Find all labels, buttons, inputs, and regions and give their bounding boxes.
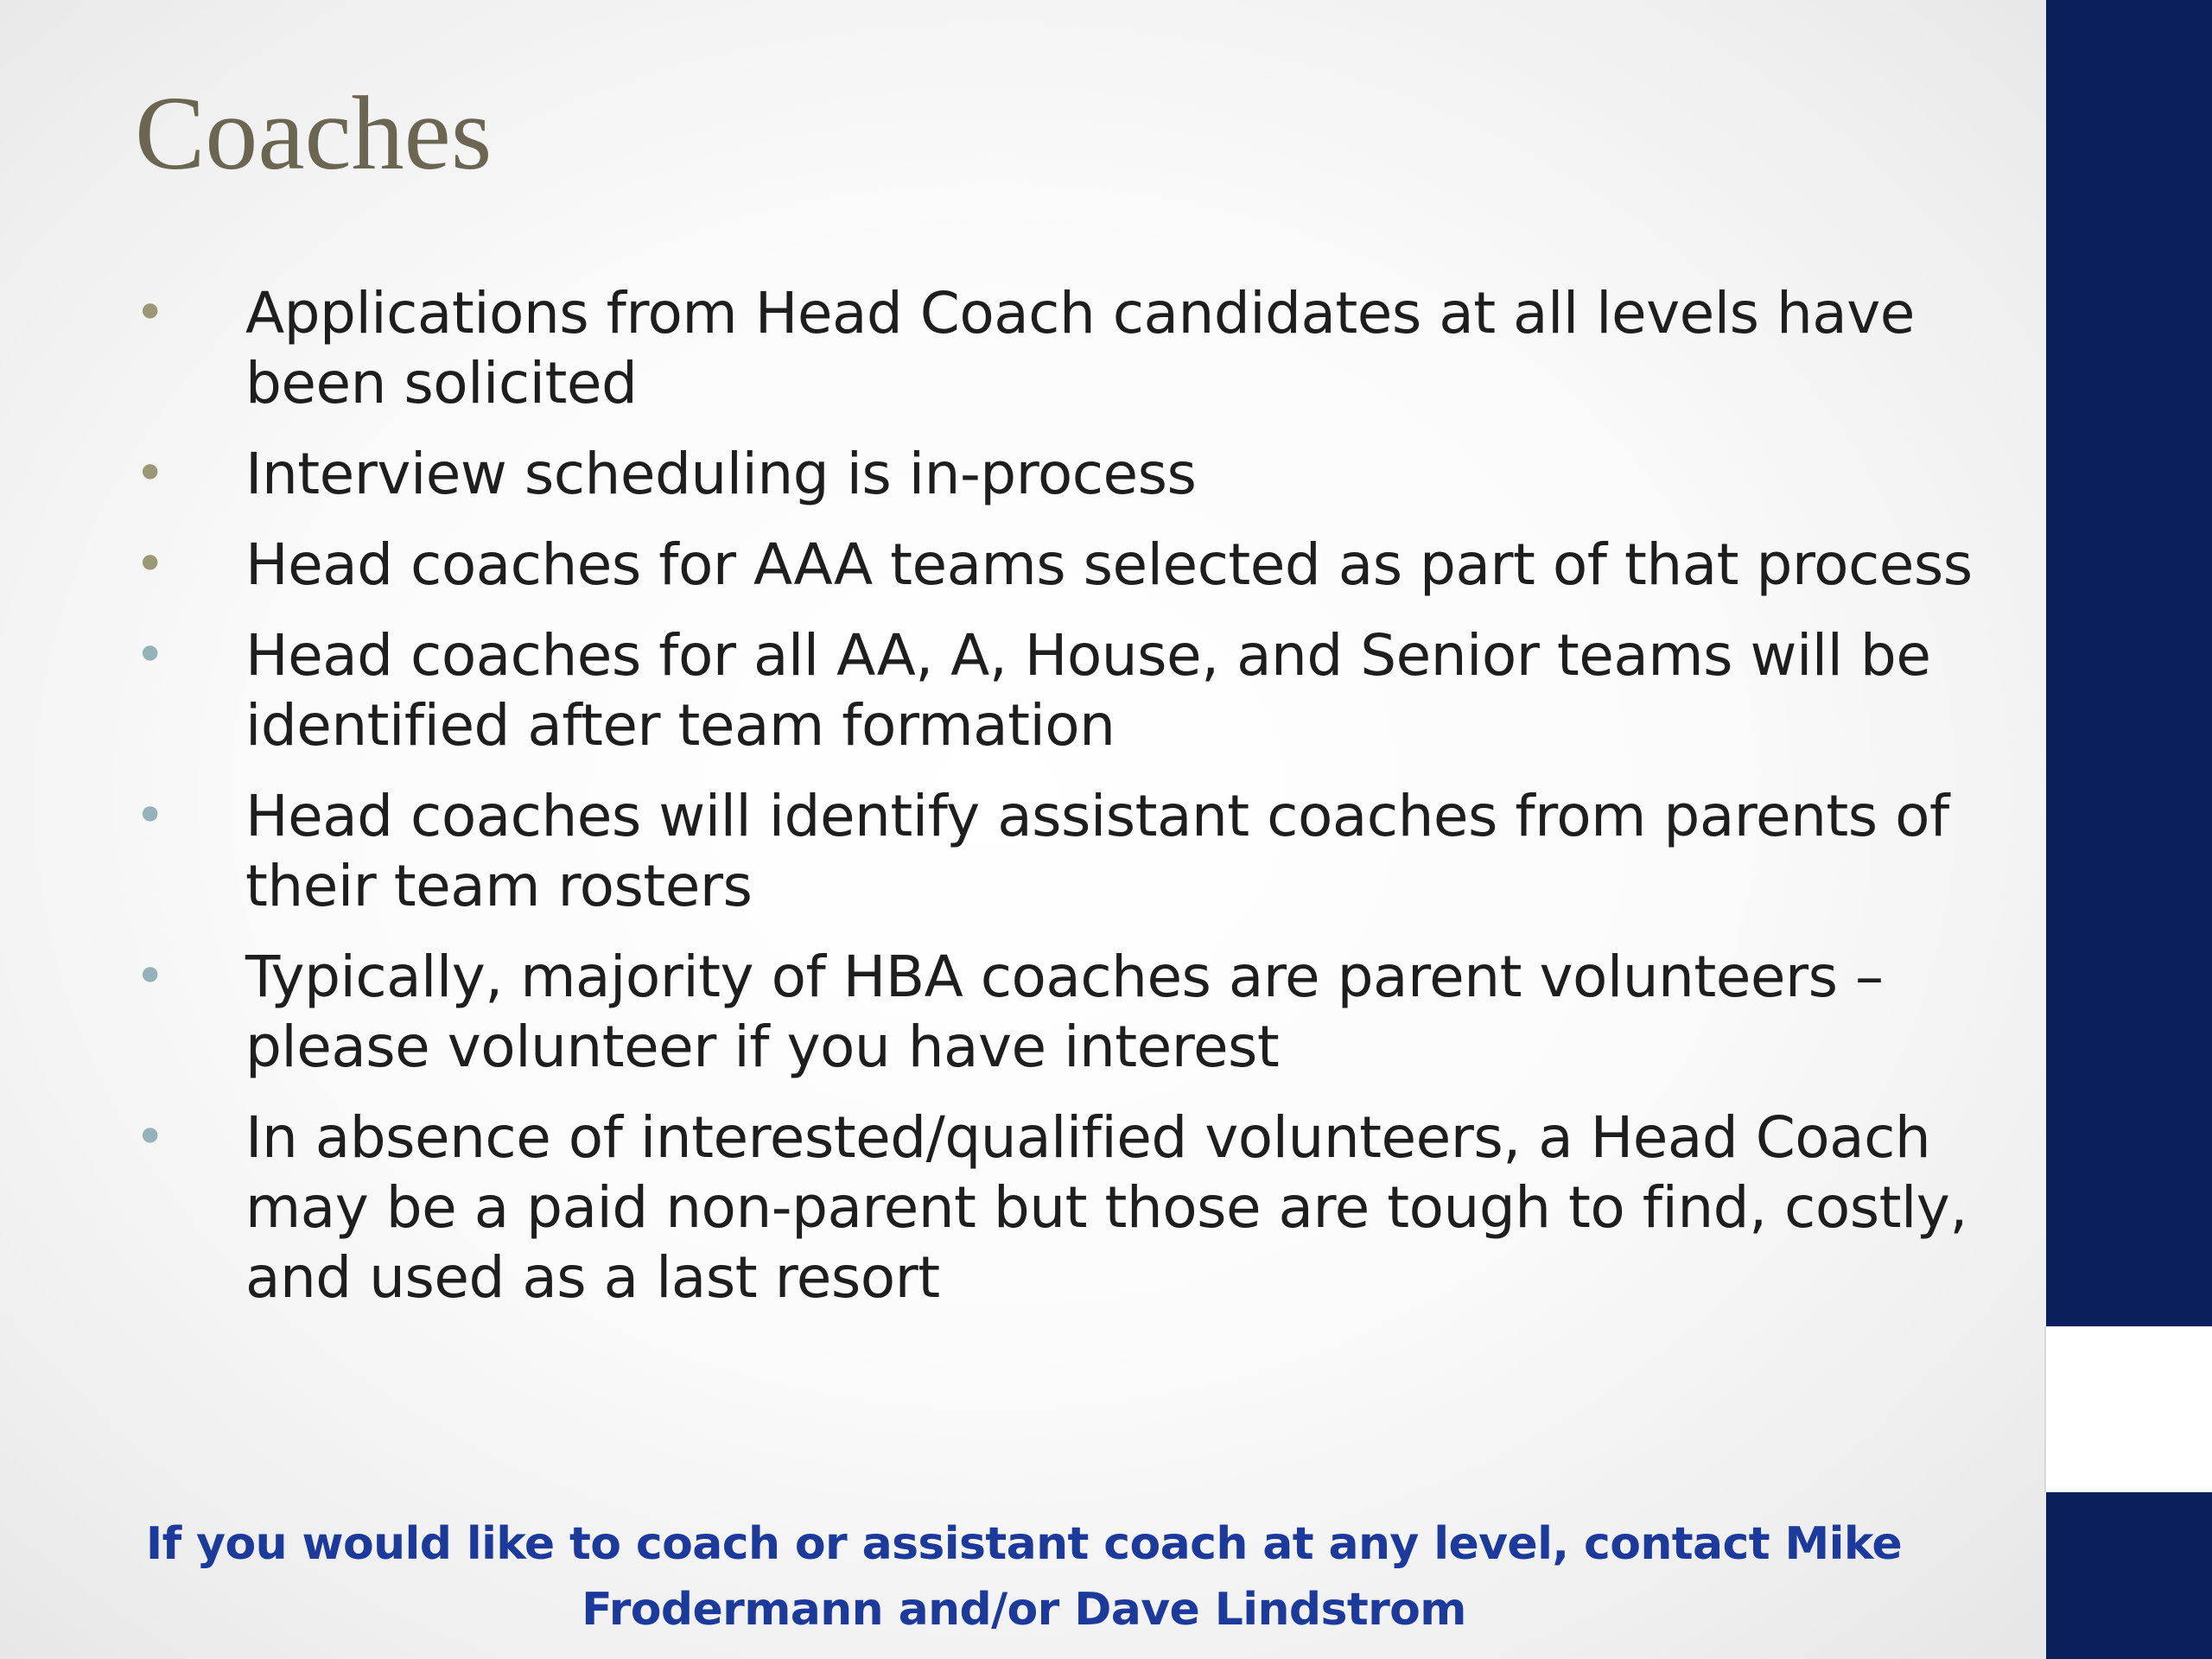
bullet-text: Head coaches for AAA teams selected as part of that process	[245, 531, 1973, 598]
bullet-text: In absence of interested/qualified volunteers, a Head Coach may be a paid non-parent but those are tough to find, costly, and used as a last resort	[245, 1104, 1967, 1311]
bullet-marker-icon: •	[135, 534, 165, 594]
bullet-item	[135, 439, 1975, 509]
contact-note: If you would like to coach or assistant coach at any level, contact Mike Frodermann and/or Dave Lindstrom	[145, 1518, 1903, 1636]
bullet-marker-icon: •	[135, 283, 165, 343]
bullet-text: Head coaches for all AA, A, House, and Senior teams will be identified after team formation	[245, 622, 1931, 759]
bullet-item	[135, 530, 1975, 600]
side-accent-bar-top	[2046, 0, 2212, 1326]
bullet-marker-icon: •	[135, 443, 165, 504]
bullet-marker-icon: •	[135, 1107, 165, 1167]
bullet-item	[135, 620, 1975, 760]
bullet-marker-icon: •	[135, 625, 165, 685]
bullet-text: Applications from Head Coach candidates at all levels have been solicited	[245, 280, 1915, 416]
bullet-marker-icon: •	[135, 785, 165, 846]
bullet-item	[135, 942, 1975, 1082]
bullet-text: Head coaches will identify assistant coaches from parents of their team rosters	[245, 783, 1949, 919]
bullet-item	[135, 1103, 1975, 1313]
bullet-list	[135, 278, 1975, 1333]
slide-title: Coaches	[135, 75, 493, 192]
bullet-marker-icon: •	[135, 946, 165, 1007]
side-accent-bar-bottom	[2046, 1492, 2212, 1659]
side-accent-gap	[2046, 1326, 2212, 1492]
bullet-item	[135, 278, 1975, 418]
bullet-text: Interview scheduling is in-process	[245, 441, 1197, 507]
bullet-item	[135, 781, 1975, 921]
bullet-text: Typically, majority of HBA coaches are parent volunteers – please volunteer if you have interest	[245, 944, 1884, 1080]
side-accent-gap-edge	[2044, 1326, 2046, 1492]
